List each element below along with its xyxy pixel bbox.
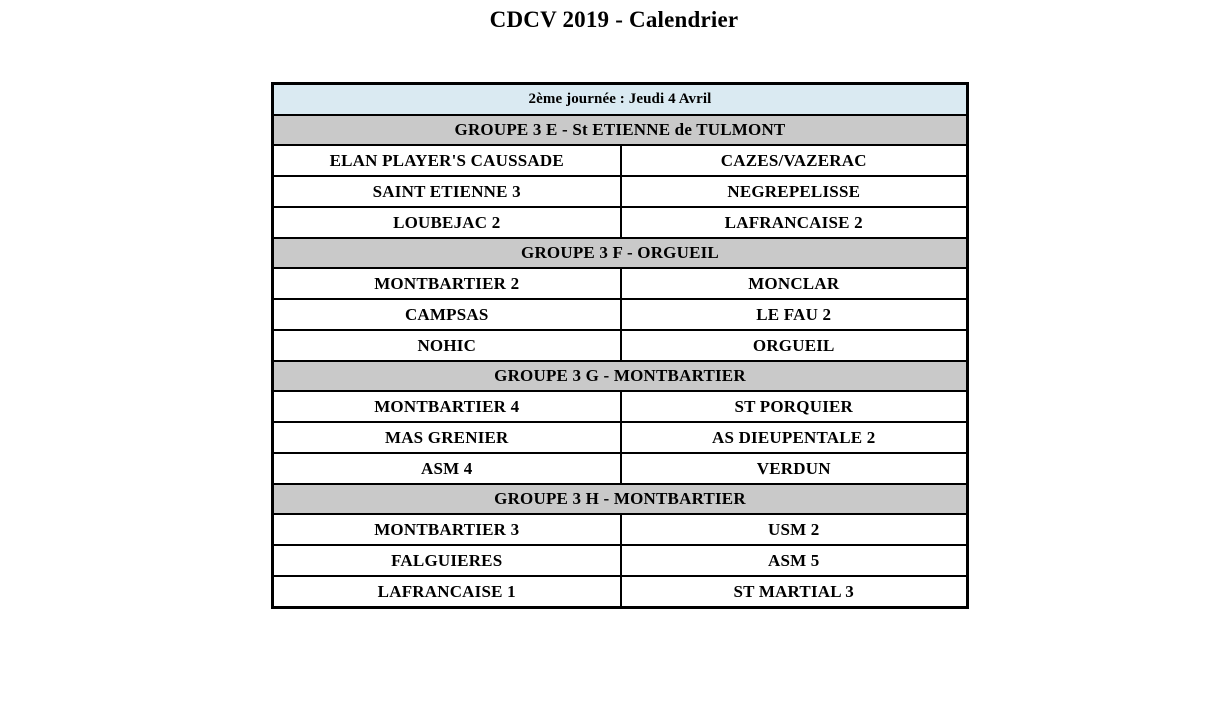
match-away-team: ST PORQUIER: [621, 391, 968, 422]
schedule-container: [271, 82, 966, 609]
match-away-team: AS DIEUPENTALE 2: [621, 422, 968, 453]
match-home-team: ASM 4: [273, 453, 621, 484]
group-header-row: [273, 115, 968, 145]
group-header-cell: GROUPE 3 G - MONTBARTIER: [273, 361, 968, 391]
match-home-team: FALGUIERES: [273, 545, 621, 576]
match-home-team: NOHIC: [273, 330, 621, 361]
group-header-cell: GROUPE 3 F - ORGUEIL: [273, 238, 968, 268]
table-row: [273, 176, 968, 207]
match-away-team: NEGREPELISSE: [621, 176, 968, 207]
table-row: [273, 268, 968, 299]
match-home-team: ELAN PLAYER'S CAUSSADE: [273, 145, 621, 176]
match-home-team: LAFRANCAISE 1: [273, 576, 621, 608]
match-home-team: LOUBEJAC 2: [273, 207, 621, 238]
day-header-cell: 2ème journée : Jeudi 4 Avril: [273, 84, 968, 116]
table-row: [273, 453, 968, 484]
match-away-team: LE FAU 2: [621, 299, 968, 330]
table-row: [273, 391, 968, 422]
match-away-team: LAFRANCAISE 2: [621, 207, 968, 238]
table-row: [273, 422, 968, 453]
schedule-table-body: [273, 84, 968, 608]
group-header-cell: GROUPE 3 E - St ETIENNE de TULMONT: [273, 115, 968, 145]
table-row: [273, 330, 968, 361]
match-home-team: MONTBARTIER 3: [273, 514, 621, 545]
page-title: CDCV 2019 - Calendrier: [489, 7, 739, 32]
group-header-cell: GROUPE 3 H - MONTBARTIER: [273, 484, 968, 514]
table-row: [273, 207, 968, 238]
table-row: [273, 145, 968, 176]
group-header-row: [273, 361, 968, 391]
match-away-team: ASM 5: [621, 545, 968, 576]
match-away-team: MONCLAR: [621, 268, 968, 299]
match-home-team: MAS GRENIER: [273, 422, 621, 453]
match-away-team: ST MARTIAL 3: [621, 576, 968, 608]
group-header-row: [273, 238, 968, 268]
match-away-team: CAZES/VAZERAC: [621, 145, 968, 176]
day-header-row: [273, 84, 968, 116]
table-row: [273, 299, 968, 330]
schedule-table: [271, 82, 969, 609]
match-away-team: USM 2: [621, 514, 968, 545]
table-row: [273, 545, 968, 576]
match-home-team: MONTBARTIER 2: [273, 268, 621, 299]
match-home-team: CAMPSAS: [273, 299, 621, 330]
group-header-row: [273, 484, 968, 514]
match-home-team: MONTBARTIER 4: [273, 391, 621, 422]
table-row: [273, 514, 968, 545]
table-row: [273, 576, 968, 608]
match-home-team: SAINT ETIENNE 3: [273, 176, 621, 207]
match-away-team: VERDUN: [621, 453, 968, 484]
match-away-team: ORGUEIL: [621, 330, 968, 361]
